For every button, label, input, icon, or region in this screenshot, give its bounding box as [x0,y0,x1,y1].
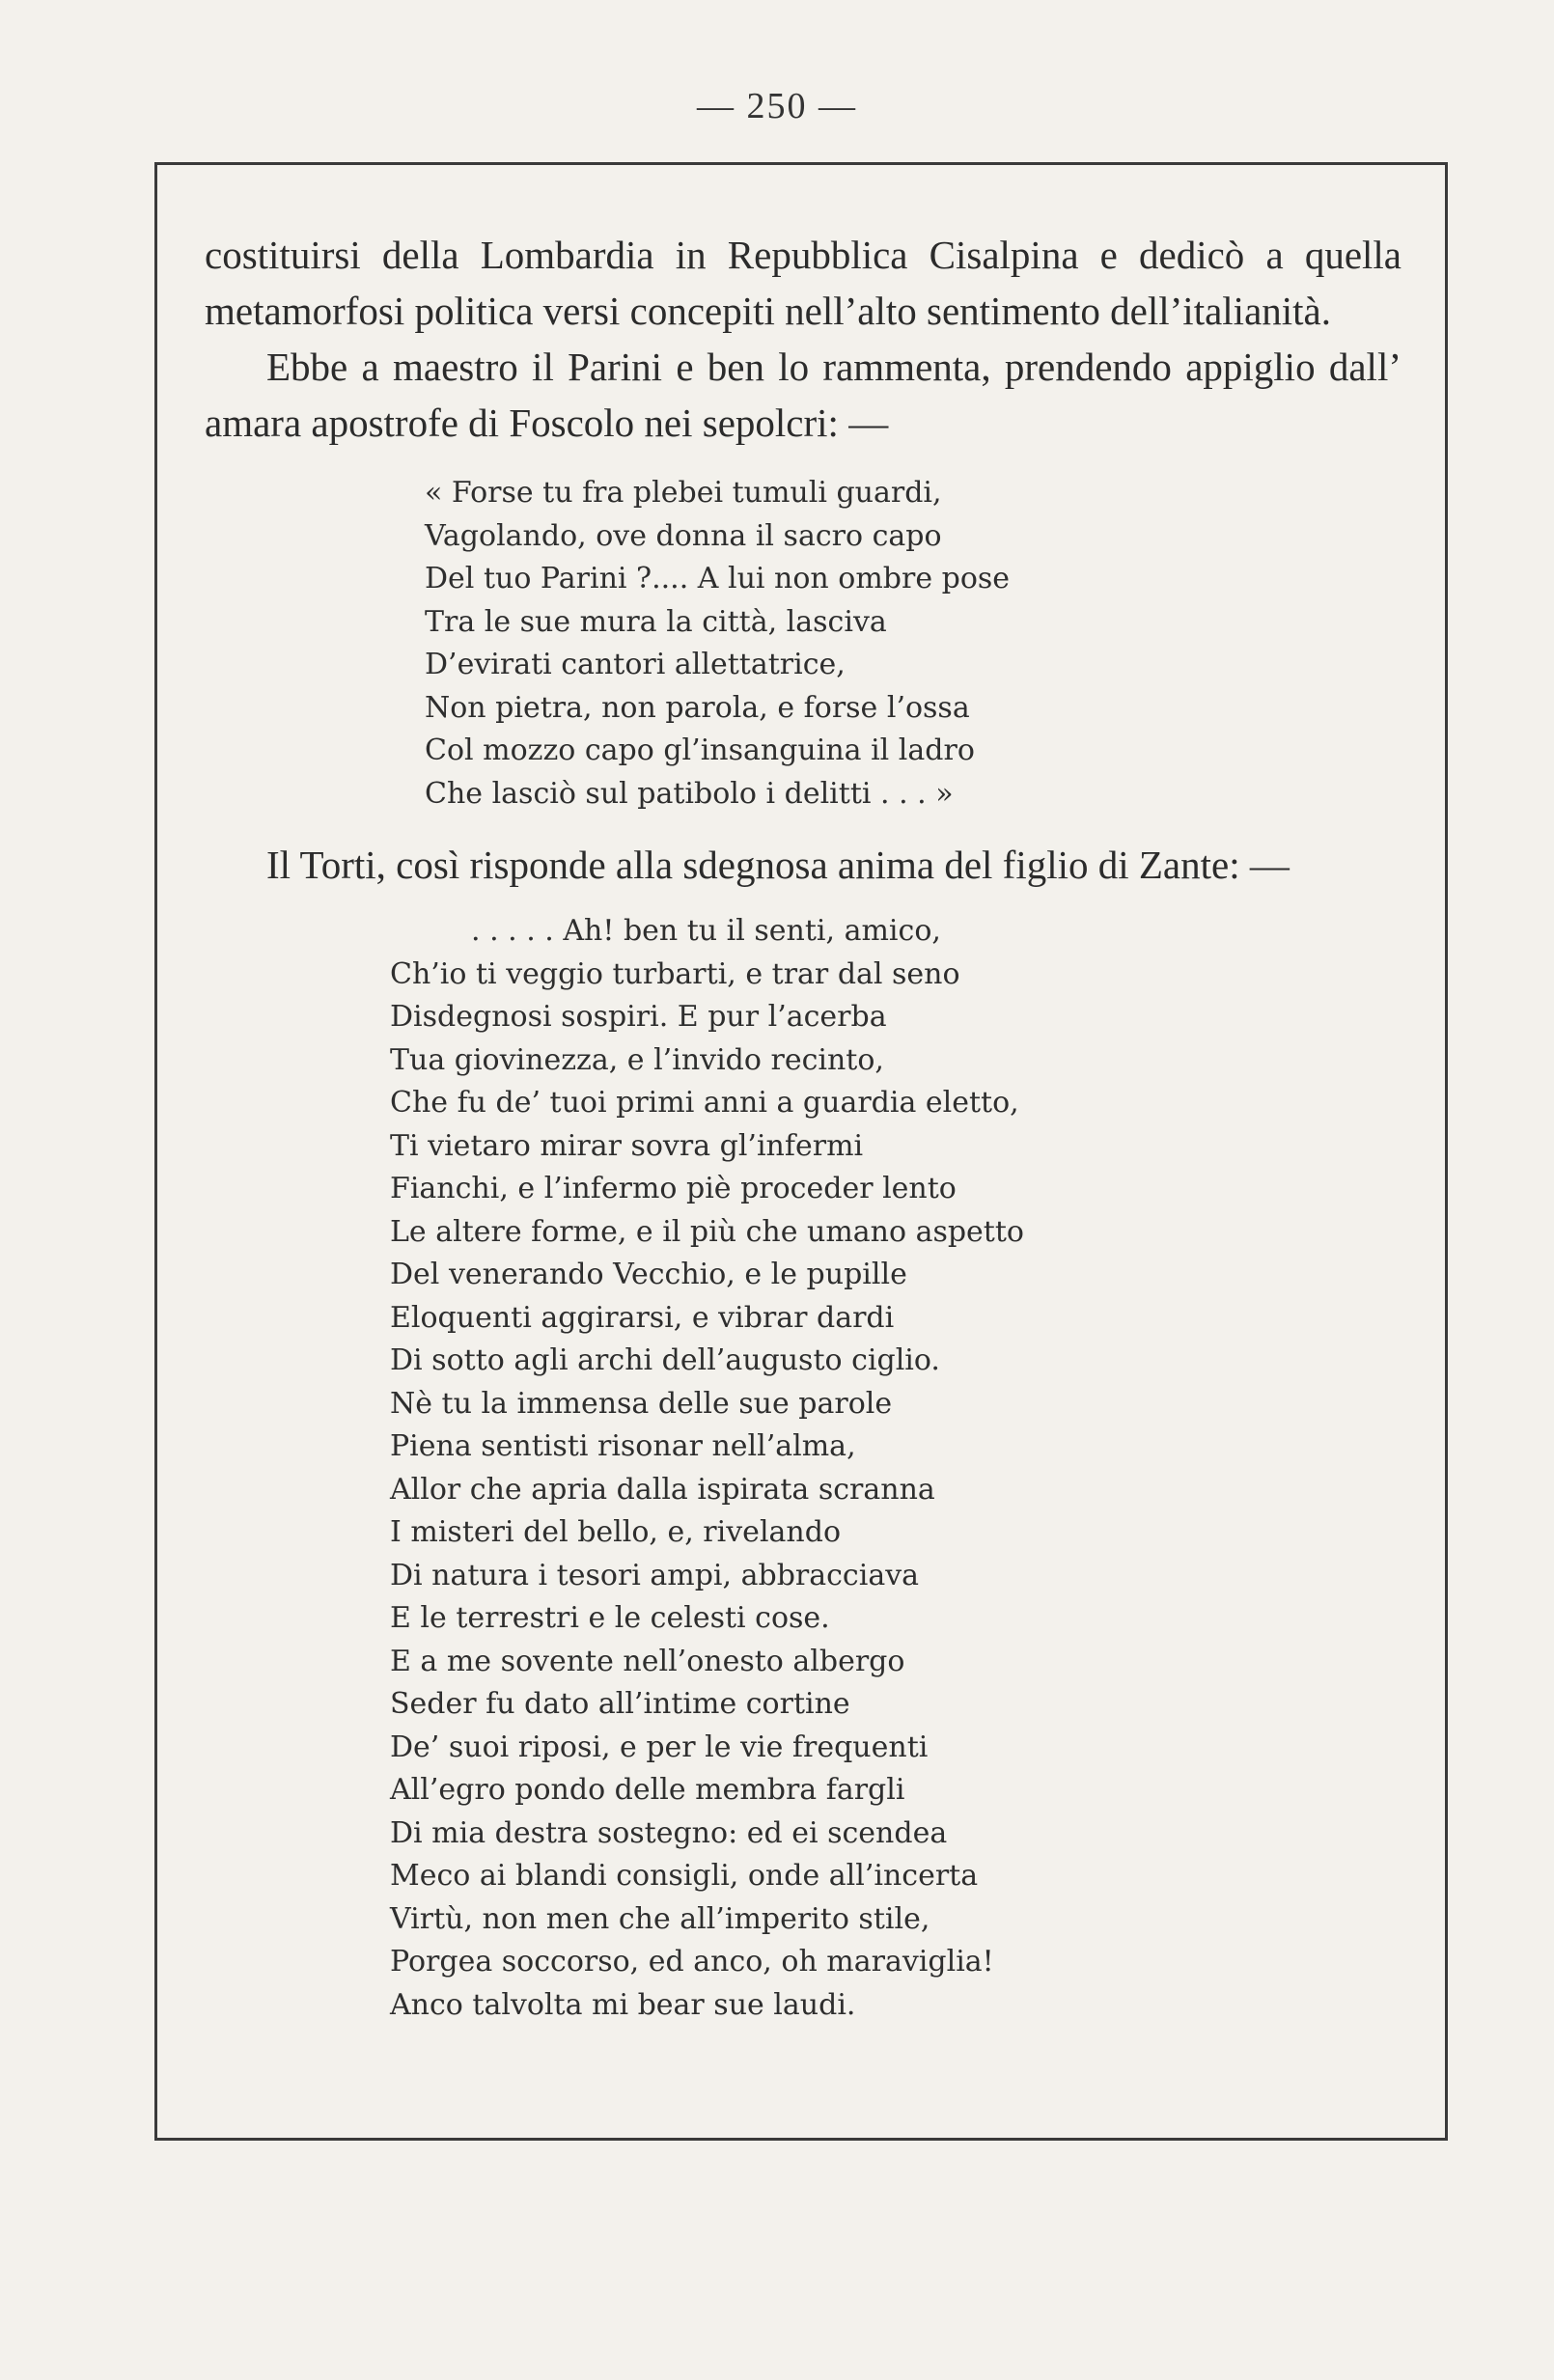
verse-line: Disdegnosi sospiri. E pur l’acerba [390,1000,887,1034]
verse-line: Non pietra, non parola, e forse l’ossa [425,690,970,725]
prose-middle [205,837,1401,893]
verse-line: Di sotto agli archi dell’augusto ciglio. [390,1343,940,1377]
verse-line: Tra le sue mura la città, lasciva [425,604,887,639]
verse-line: . . . . . Ah! ben tu il senti, amico, [471,914,941,948]
verse-line: Ch’io ti veggio turbarti, e trar dal seno [390,956,960,991]
verse-line: Nè tu la immensa delle sue parole [390,1386,893,1421]
paragraph-2: Ebbe a maestro il Parini e ben lo rammenta, prendendo appiglio dall’ amara apostrofe di Foscolo nei sepolcri: — [205,345,1401,445]
verse-line: Eloquenti aggirarsi, e vibrar dardi [390,1300,895,1335]
verse-line: Meco ai blandi consigli, onde all’incerta [390,1859,979,1893]
verse-line: De’ suoi riposi, e per le vie frequenti [390,1730,929,1764]
verse-line: I misteri del bello, e, rivelando [390,1515,842,1549]
verse-line: Fianchi, e l’infermo piè proceder lento [390,1172,957,1205]
verse-line: D’evirati cantori allettatrice, [425,648,846,681]
verse-line: Virtù, non men che all’imperito stile, [390,1901,930,1936]
verse-line: E le terrestri e le celesti cose. [390,1601,830,1635]
verse-line: Le altere forme, e il più che umano aspetto [390,1214,1024,1249]
verse-line: Seder fu dato all’intime cortine [390,1687,850,1721]
verse-line: Che lasciò sul patibolo i delitti . . . » [425,776,954,811]
verse-line: E a me sovente nell’onesto albergo [390,1644,905,1678]
verse-line: Piena sentisti risonar nell’alma, [390,1429,856,1463]
verse-line: Ti vietaro mirar sovra gl’infermi [390,1128,864,1163]
verse-line: « Forse tu fra plebei tumuli guardi, [425,476,942,510]
verse-line: Porgea soccorso, ed anco, oh maraviglia! [390,1945,994,1979]
paragraph-1: costituirsi della Lombardia in Repubblica Cisalpina e dedicò a quella metamorfosi politica versi concepiti nell’alto sentimento dell’italianità. [205,233,1401,333]
verse-line: All’egro pondo delle membra fargli [390,1773,905,1807]
verse-line: Tua giovinezza, e l’invido recinto, [390,1042,884,1077]
verse-line: Allor che apria dalla ispirata scranna [390,1472,935,1507]
verse-line: Vagolando, ove donna il sacro capo [425,518,942,553]
verse-line: Anco talvolta mi bear sue laudi. [390,1987,856,2022]
prose-intro [205,227,1401,451]
paragraph-3: Il Torti, così risponde alla sdegnosa anima del figlio di Zante: — [266,843,1290,887]
page-number: — 250 — [697,86,857,126]
verse-line: Di natura i tesori ampi, abbracciava [390,1558,920,1592]
quote-foscolo [425,472,1401,816]
page-content [205,227,1401,2027]
verse-line: Di mia destra sostegno: ed ei scendea [390,1815,948,1850]
verse-line: Del tuo Parini ?.... A lui non ombre pose [425,562,1011,595]
verse-line: Che fu de’ tuoi primi anni a guardia eletto, [390,1086,1019,1120]
verse-line: Col mozzo capo gl’insanguina il ladro [425,733,975,767]
verse-line: Del venerando Vecchio, e le pupille [390,1258,907,1291]
quote-torti [390,910,1401,2027]
